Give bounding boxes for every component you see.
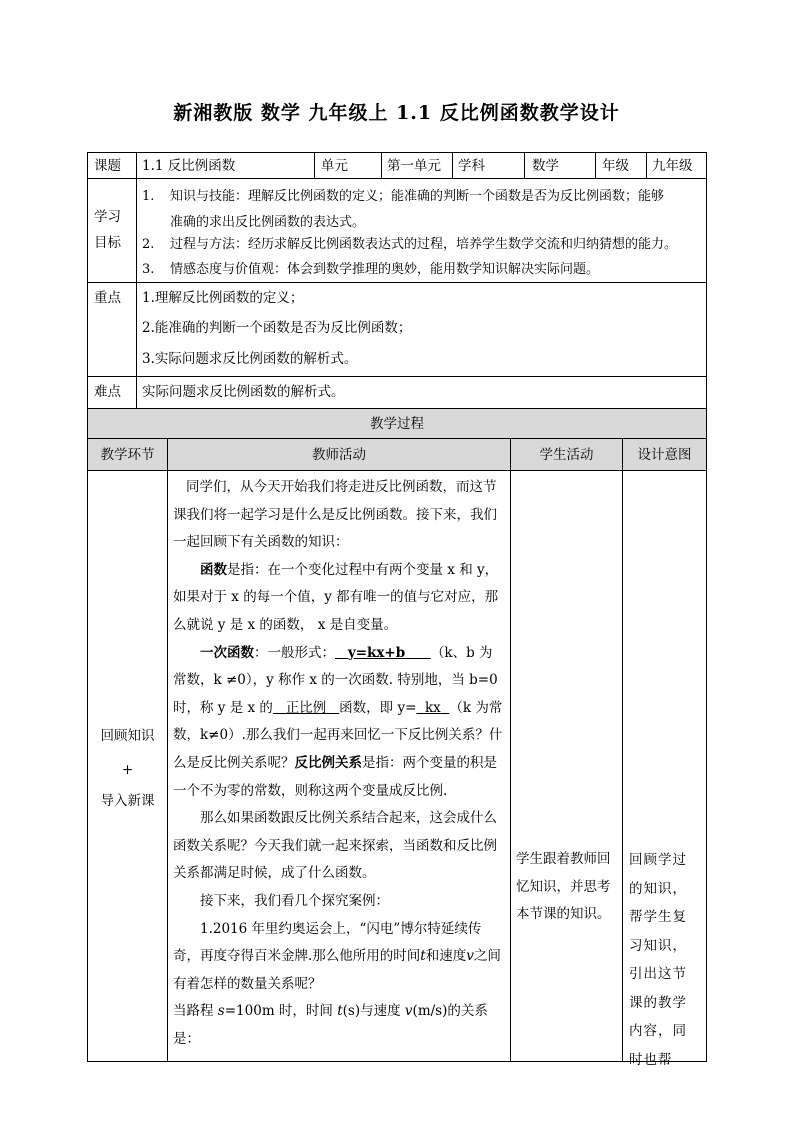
- process-col-divider-3: [622, 438, 623, 1062]
- teacher-cases-intro: 接下来，我们看几个探究案例：: [200, 892, 389, 909]
- col-header-stage: 教学环节: [100, 447, 155, 463]
- header-divider-5: [595, 152, 596, 178]
- row-divider-6: [87, 470, 707, 471]
- teacher-question: 那么如果函数跟反比例关系结合起来，这会成什么函数关系呢？今天我们就一起来探索，当函数和反比例关系都满足时候，成了什么函数。: [173, 810, 497, 882]
- difficulties-text: 实际问题求反比例函数的解析式。: [142, 384, 345, 400]
- teacher-intro: 同学们，从今天开始我们将走进反比例函数，而这节课我们将一起学习是什么是反比例函数。接下来，我们一起回顾下有关函数的知识：: [173, 479, 497, 551]
- objective-2-num: 2.: [142, 237, 155, 252]
- subject-label: 学科: [458, 158, 485, 174]
- process-col-divider-2: [510, 438, 511, 1062]
- objectives-label-line2: 目标: [94, 235, 121, 251]
- header-divider-1: [314, 152, 315, 178]
- row-divider-3: [87, 376, 707, 377]
- table-border-right: [706, 152, 707, 1062]
- function-term: 函数: [200, 561, 227, 578]
- objective-3-text: 情感态度与价值观：体会到数学推理的奥妙，能用数学知识解决实际问题。: [170, 262, 600, 277]
- teacher-case-1-relation: 当路程 s=100m 时，时间 t(s)与速度 v(m/s)的关系是：: [173, 1003, 488, 1047]
- teacher-activity: [173, 474, 504, 1053]
- key-point-3: 3.实际问题求反比例函数的解析式。: [142, 351, 358, 367]
- linear-formula: y=kx+b: [347, 644, 406, 661]
- student-activity: 学生跟着教师回忆知识，并思考本节课的知识。: [516, 851, 611, 923]
- difficulties-label: 难点: [94, 384, 121, 400]
- design-intent: 回顾学过的知识，帮学生复习知识，引出这节课的教学内容，同时也帮: [629, 852, 687, 1068]
- label-col-divider: [136, 152, 137, 408]
- document-title: 新湘教版 数学 九年级上 1.1 反比例函数教学设计: [173, 102, 620, 124]
- header-divider-4: [524, 152, 525, 178]
- teacher-linear-def: 一次函数：一般形式： y=kx+b （k、b 为常数，k ≠0），y 称作 x 的一次函数. 特别地，当 b=0 时，称 y 是 x 的 正比例 函数，即 y= kx （k 为常数，k≠0）.那么我们一起再来回忆一下反比例关系？什么是反比例关系呢？反比例关系是指：两个变量的积是一个不为零的常数，则称这两个变量成反比例.: [173, 644, 503, 799]
- stage-line2: +: [121, 762, 134, 778]
- teacher-function-def: 函数是指：在一个变化过程中有两个变量 x 和 y，如果对于 x 的每一个值，y 都有唯一的值与它对应，那么就说 y 是 x 的函数， x 是自变量。: [173, 561, 499, 633]
- objectives-label-line1: 学习: [94, 209, 121, 225]
- stage-line1: 回顾知识: [100, 728, 155, 744]
- key-points-label: 重点: [94, 290, 121, 306]
- header-divider-3: [452, 152, 453, 178]
- col-header-teacher: 教师活动: [312, 447, 366, 463]
- objective-1: [142, 184, 706, 210]
- grade-label: 年级: [602, 158, 629, 174]
- objective-3: [142, 257, 706, 283]
- lesson-value: 1.1 反比例函数: [142, 158, 236, 174]
- teacher-case-1: 1.2016 年里约奥运会上，“闪电”博尔特延续传奇，再度夺得百米金牌.那么他所用的时间t和速度v之间有着怎样的数量关系呢？: [173, 920, 501, 992]
- objective-1-text: 知识与技能：理解反比例函数的定义；能准确的判断一个函数是否为反比例函数；能够: [170, 189, 665, 204]
- proportional-blank: 正比例: [285, 699, 327, 716]
- objective-3-num: 3.: [142, 262, 155, 277]
- header-divider-2: [381, 152, 382, 178]
- key-point-1: 1.理解反比例函数的定义；: [142, 290, 304, 306]
- objective-2: [142, 232, 706, 258]
- process-col-divider-1: [167, 438, 168, 1062]
- inverse-term: 反比例关系: [294, 754, 362, 771]
- lesson-label: 课题: [94, 158, 121, 174]
- objective-2-text: 过程与方法：经历求解反比例函数表达式的过程，培养学生数学交流和归纳猜想的能力。: [170, 237, 678, 252]
- row-divider-5: [87, 438, 707, 439]
- table-border-bottom: [87, 1061, 707, 1062]
- key-point-2: 2.能准确的判断一个函数是否为反比例函数；: [142, 320, 412, 336]
- col-header-student: 学生活动: [539, 447, 594, 463]
- header-divider-6: [646, 152, 647, 178]
- objective-1-num: 1.: [142, 189, 155, 204]
- table-border-top: [87, 152, 707, 153]
- col-header-design: 设计意图: [637, 447, 692, 463]
- process-heading: 教学过程: [370, 416, 424, 432]
- grade-value: 九年级: [652, 158, 693, 174]
- kx-blank: kx: [424, 699, 441, 716]
- unit-label: 单元: [321, 158, 348, 174]
- stage-line3: 导入新课: [100, 793, 155, 809]
- objective-1-cont: 准确的求出反比例函数的表达式。: [170, 215, 366, 230]
- unit-value: 第一单元: [387, 158, 441, 174]
- linear-term: 一次函数: [200, 644, 254, 661]
- row-divider-4: [87, 408, 707, 409]
- subject-value: 数学: [532, 158, 559, 174]
- row-divider-1: [87, 178, 707, 179]
- table-border-left: [87, 152, 88, 1062]
